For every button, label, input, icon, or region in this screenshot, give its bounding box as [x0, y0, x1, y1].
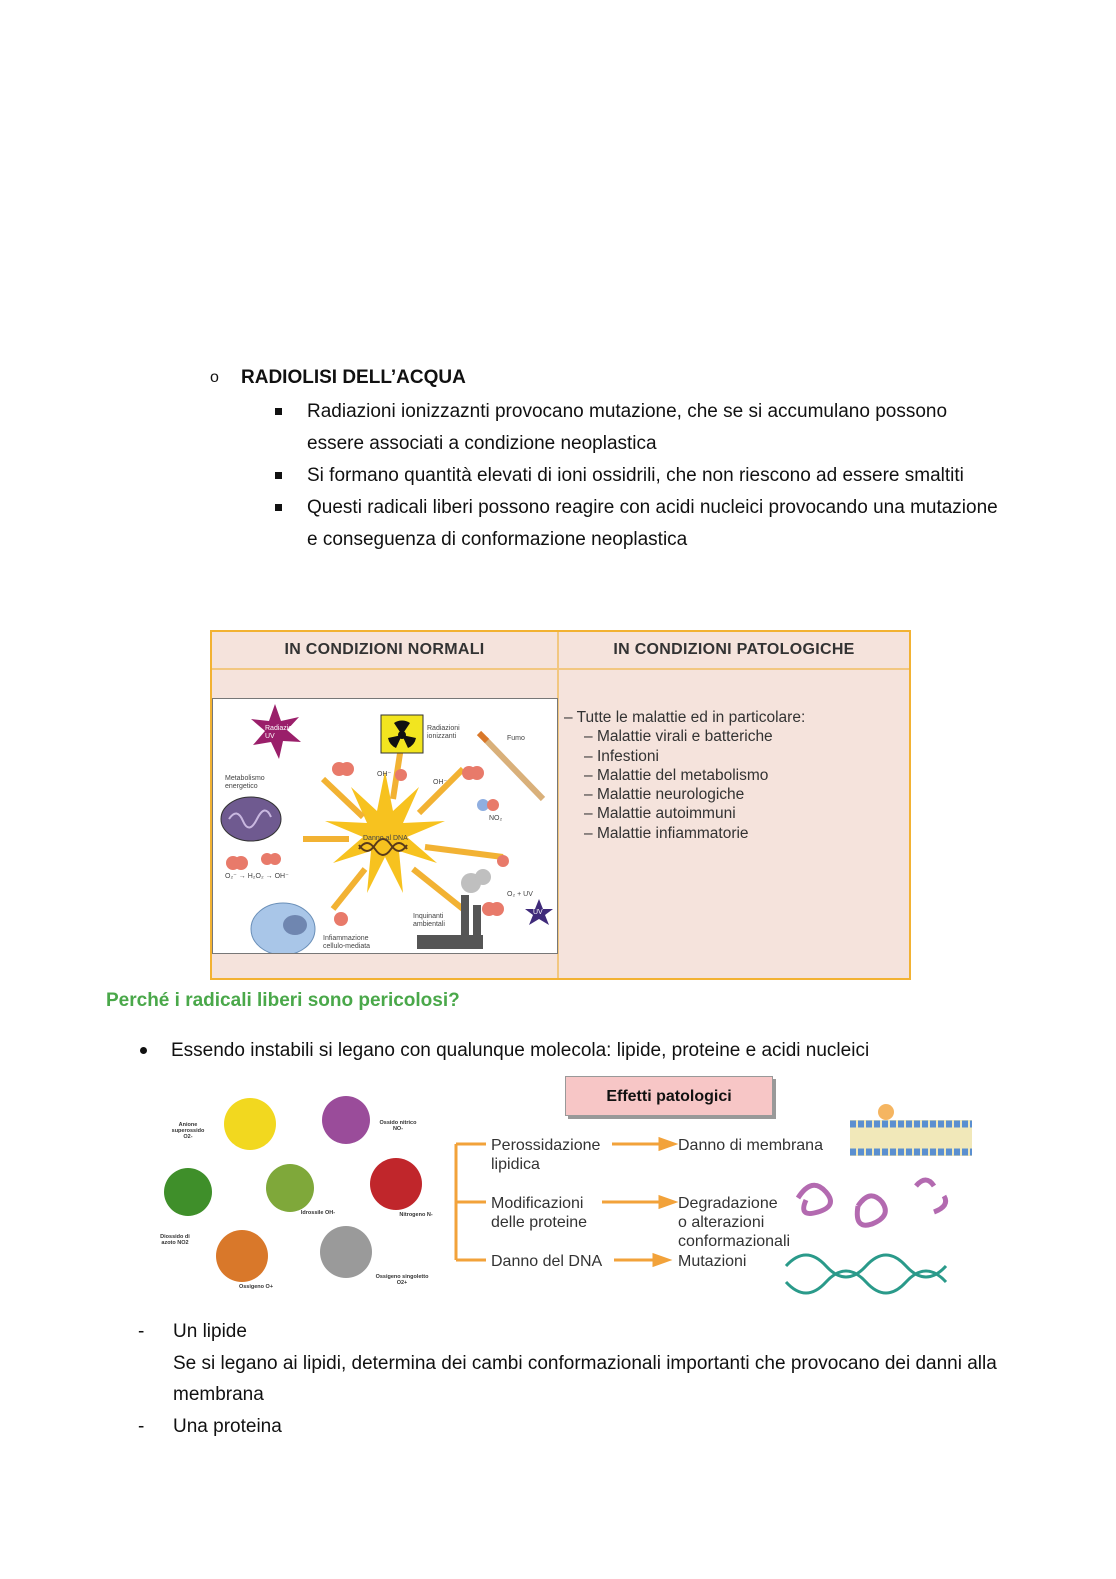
- list-item: – Tutte le malattie ed in particolare:: [564, 709, 806, 726]
- uv-small-label: UV: [533, 909, 543, 916]
- dna-helix-icon: [786, 1255, 946, 1293]
- dna-damage-label: Danno al DNA: [363, 835, 408, 842]
- list-item: – Malattie virali e batteriche: [584, 728, 773, 746]
- conditions-table-figure: [210, 630, 911, 980]
- radical-label: Anione superossido O2-: [171, 1122, 205, 1140]
- list-item: Si formano quantità elevati di ioni ossidrili, che non riescono ad essere smaltiti: [275, 460, 1005, 492]
- round-bullet-icon: [140, 1047, 147, 1054]
- radical-character-icon: [370, 1158, 422, 1210]
- molecule-list: [138, 1316, 998, 1442]
- radical-label: Ossido nitrico NO-: [379, 1120, 417, 1132]
- radical-label: Diossido di azoto NO2: [160, 1234, 190, 1246]
- list-item: – Malattie neurologiche: [584, 786, 745, 804]
- no2-label: NO₂: [489, 815, 503, 822]
- list-marker: o: [210, 369, 219, 386]
- radical-label: Ossigeno O+: [238, 1284, 274, 1290]
- radical-label: Ossigeno singoletto O2+: [375, 1274, 429, 1286]
- list-item-detail: Se si legano ai lipidi, determina dei cambi conformazionali importanti che provocano dei danni alla membrana: [173, 1352, 997, 1405]
- heading-text: RADIOLISI DELL’ACQUA: [241, 367, 466, 388]
- pathological-list: [564, 708, 805, 843]
- cause-label: Perossidazione lipidica: [491, 1137, 601, 1173]
- smog-icon: [461, 869, 491, 893]
- header-divider: [212, 668, 909, 670]
- pathological-conditions-header: IN CONDIZIONI PATOLOGICHE: [613, 641, 855, 658]
- list-item: – Malattie autoimmuni: [584, 805, 736, 823]
- radical-character-icon: [224, 1098, 276, 1150]
- radical-character-icon: [266, 1164, 314, 1212]
- uv-label: Radiazioni UV: [265, 725, 298, 740]
- pathological-effects-figure: [150, 1076, 990, 1308]
- protein-icon: [798, 1180, 946, 1225]
- list-item: – Infestioni: [584, 747, 659, 765]
- radiation-icon: [381, 715, 423, 753]
- radical-label: Nitrogeno N-: [399, 1212, 433, 1218]
- effect-label: Degradazione o alterazioni conformazionali: [678, 1195, 791, 1250]
- list-item: Questi radicali liberi possono reagire con acidi nucleici provocando una mutazione e conseguenza di conformazione neoplastica: [275, 492, 1005, 556]
- o2-uv-label: O₂ + UV: [507, 891, 533, 898]
- list-item: Radiazioni ionizzaznti provocano mutazione, che se si accumulano possono essere associati a condizione neoplastica: [275, 396, 1005, 460]
- metabolism-label: Metabolismo energetico: [225, 775, 265, 790]
- normal-conditions-header: IN CONDIZIONI NORMALI: [284, 641, 485, 658]
- radical-character-icon: [216, 1230, 268, 1282]
- section-subheading: Perché i radicali liberi sono pericolosi?: [106, 990, 460, 1011]
- smoke-label: Fumo: [507, 735, 525, 742]
- ionizing-label: Radiazioni ionizzanti: [427, 725, 460, 740]
- dash-marker: -: [138, 1321, 145, 1342]
- h2o2-label: O₂⁻ → H₂O₂ → OH⁻: [225, 873, 289, 880]
- burst-icon: [325, 771, 448, 893]
- bullet-item: Essendo instabili si legano con qualunque molecola: lipide, proteine e acidi nucleici: [140, 1036, 869, 1066]
- effect-label: Danno di membrana: [678, 1137, 823, 1154]
- effect-label: Mutazioni: [678, 1253, 747, 1270]
- pollutants-label: Inquinanti ambientali: [413, 913, 445, 928]
- effects-title: Effetti patologici: [565, 1076, 773, 1116]
- square-bullet-icon: [275, 504, 282, 511]
- membrane-icon: [850, 1104, 972, 1156]
- square-bullet-icon: [275, 472, 282, 479]
- cause-label: Danno del DNA: [491, 1253, 603, 1270]
- radiolysis-list: [275, 396, 1005, 556]
- radical-character-icon: [322, 1096, 370, 1144]
- inflammation-label: Infiammazione cellulo-mediata: [323, 935, 371, 950]
- radical-character-icon: [320, 1226, 372, 1278]
- free-radical-sources-illustration: [212, 698, 558, 954]
- cause-label: Modificazioni delle proteine: [491, 1195, 588, 1231]
- list-item: – Malattie del metabolismo: [584, 766, 769, 784]
- radical-label: Idrossile OH-: [300, 1210, 336, 1216]
- bracket-icon: [456, 1144, 486, 1260]
- mitochondrion-icon: [221, 797, 281, 841]
- cell-icon: [251, 903, 315, 953]
- radical-character-icon: [164, 1168, 212, 1216]
- list-item: – Malattie infiammatorie: [584, 824, 749, 842]
- list-item: - Un lipide: [138, 1316, 998, 1348]
- oh-label: OH⁻: [433, 779, 448, 786]
- dash-marker: -: [138, 1415, 145, 1437]
- section-heading: [210, 367, 466, 389]
- list-item: - Una proteina: [138, 1411, 998, 1443]
- square-bullet-icon: [275, 408, 282, 415]
- oh-label: OH⁻: [377, 771, 392, 778]
- arrow-icon: [602, 1139, 674, 1265]
